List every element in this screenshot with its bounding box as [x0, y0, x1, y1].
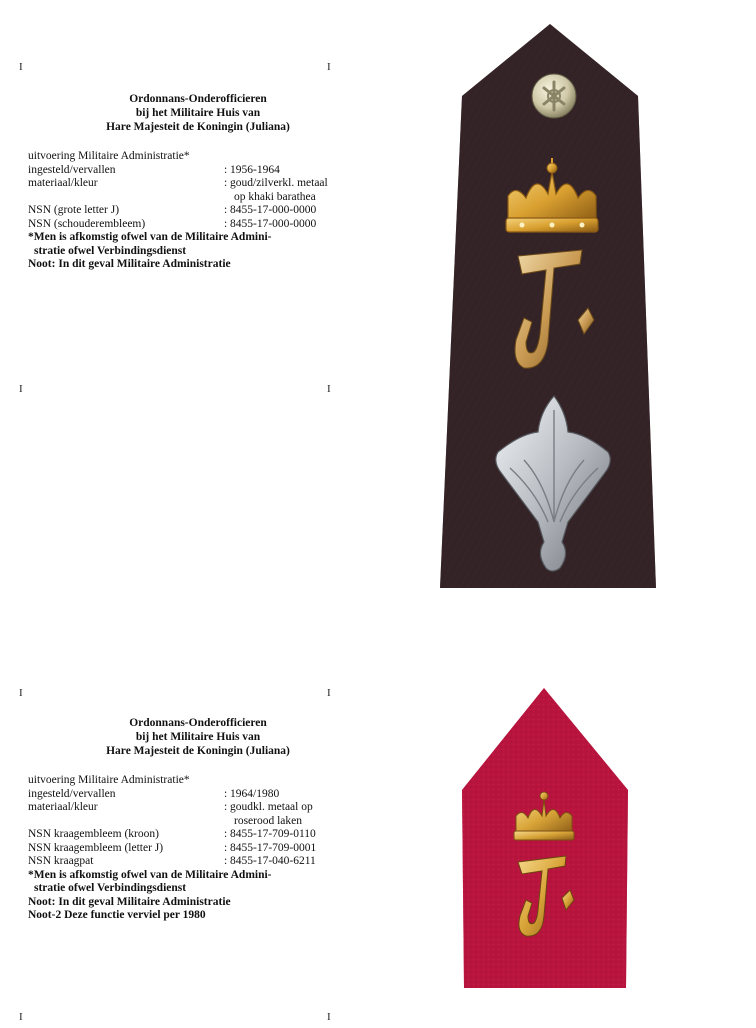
- spec-colon: :: [224, 828, 228, 840]
- spec-colon: :: [224, 163, 228, 176]
- spec-value: [230, 177, 368, 204]
- entry-note: *Men is afkomstig ofwel van de Militaire Admini-: [28, 231, 272, 243]
- spec-value-line: roserood laken: [234, 814, 303, 827]
- registration-mark: I: [19, 61, 23, 73]
- spec-label: NSN (grote letter J): [28, 204, 120, 216]
- entry-note: *Men is afkomstig ofwel van de Militaire Admini-: [28, 868, 272, 881]
- spec-value: 8455-17-709-0110: [230, 828, 316, 840]
- spec-row: [28, 842, 368, 856]
- spec-colon: :: [224, 841, 228, 854]
- spec-colon: :: [224, 204, 228, 216]
- heading-line: Ordonnans-Onderofficieren: [129, 93, 267, 105]
- spec-row: [28, 164, 368, 178]
- registration-mark: I: [19, 1011, 23, 1023]
- entry-note: Noot-2 Deze functie verviel per 1980: [28, 909, 206, 921]
- spec-value-line: op khaki barathea: [234, 190, 316, 203]
- spec-value: 8455-17-709-0001: [230, 841, 317, 854]
- spec-value-line: goud/zilverkl. metaal: [230, 177, 328, 189]
- entry-heading: [28, 716, 368, 758]
- entry-intro: uitvoering Militaire Administratie*: [28, 774, 190, 786]
- collar-patch-photo: [460, 686, 632, 992]
- heading-line: Hare Majesteit de Koningin (Juliana): [106, 121, 290, 133]
- spec-value: 1956-1964: [230, 163, 280, 176]
- spec-colon: :: [224, 855, 228, 867]
- spec-colon: :: [224, 801, 228, 813]
- spec-value: 1964/1980: [230, 787, 280, 800]
- spec-label: NSN kraagembleem (kroon): [28, 828, 159, 840]
- heading-line: bij het Militaire Huis van: [135, 731, 261, 743]
- spec-label: materiaal/kleur: [28, 177, 98, 189]
- entry-collar-patch: [28, 716, 368, 923]
- spec-label: NSN (schouderembleem): [28, 217, 146, 230]
- shoulder-strap-photo: [436, 22, 662, 592]
- spec-row: [28, 828, 368, 842]
- entry-note: Noot: In dit geval Militaire Administratie: [28, 258, 231, 270]
- entry-shoulder-strap: [28, 92, 368, 272]
- spec-row: [28, 177, 368, 204]
- registration-mark: I: [19, 383, 23, 395]
- heading-line: Hare Majesteit de Koningin (Juliana): [106, 745, 290, 757]
- registration-mark: I: [327, 1011, 331, 1023]
- heading-line: bij het Militaire Huis van: [135, 107, 261, 119]
- registration-mark: I: [327, 383, 331, 395]
- spec-row: [28, 204, 368, 218]
- spec-row: [28, 855, 368, 869]
- heading-line: Ordonnans-Onderofficieren: [129, 717, 267, 729]
- spec-label: ingesteld/vervallen: [28, 163, 116, 176]
- spec-label: NSN kraagpat: [28, 855, 94, 867]
- button-icon: [532, 74, 576, 118]
- spec-value: [230, 801, 368, 828]
- spec-colon: :: [224, 787, 228, 800]
- spec-label: materiaal/kleur: [28, 801, 98, 813]
- registration-mark: I: [327, 61, 331, 73]
- registration-mark: I: [327, 687, 331, 699]
- spec-label: ingesteld/vervallen: [28, 787, 116, 800]
- entry-heading: [28, 92, 368, 134]
- spec-colon: :: [224, 177, 228, 189]
- spec-colon: :: [224, 217, 228, 230]
- spec-label: NSN kraagembleem (letter J): [28, 841, 164, 854]
- entry-intro: uitvoering Militaire Administratie*: [28, 150, 190, 162]
- entry-note: stratie ofwel Verbindingsdienst: [34, 882, 187, 894]
- registration-mark: I: [19, 687, 23, 699]
- entry-note: stratie ofwel Verbindingsdienst: [34, 244, 187, 257]
- spec-value: 8455-17-000-0000: [230, 217, 317, 230]
- spec-value: 8455-17-000-0000: [230, 204, 317, 216]
- spec-row: [28, 218, 368, 232]
- spec-row: [28, 788, 368, 802]
- spec-value-line: goudkl. metaal op: [230, 801, 313, 813]
- spec-value: 8455-17-040-6211: [230, 855, 316, 867]
- spec-row: [28, 801, 368, 828]
- entry-note: Noot: In dit geval Militaire Administratie: [28, 895, 231, 908]
